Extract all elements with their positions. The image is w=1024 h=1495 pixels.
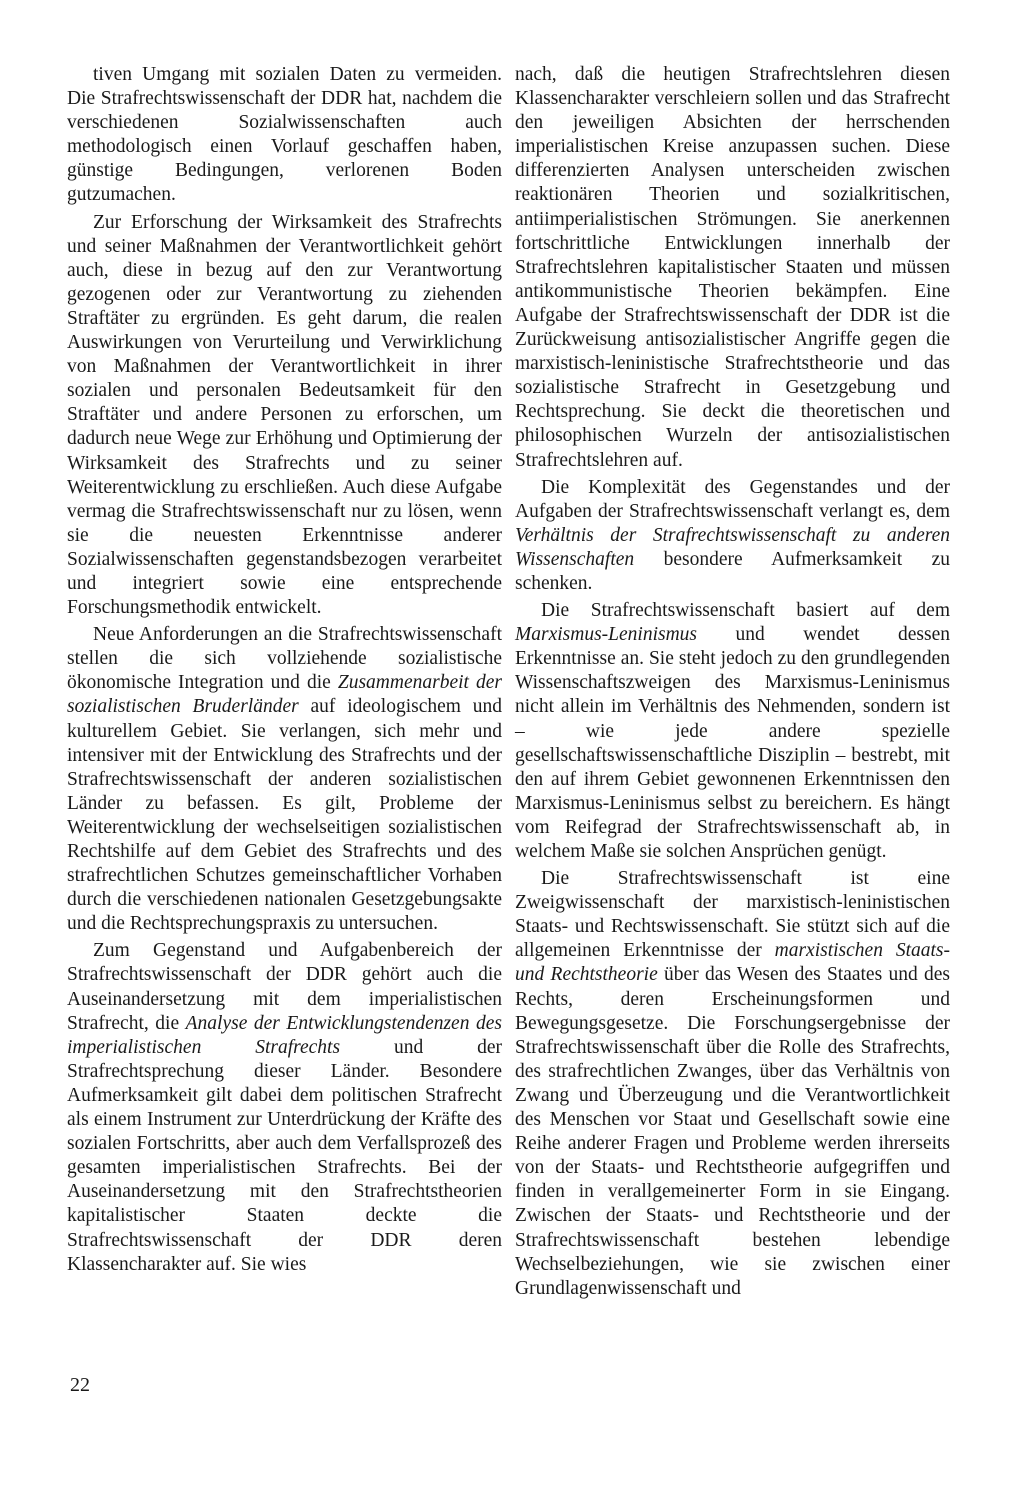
text-run: Neue Anforderungen an die Strafrechtswissenschaft stellen die sich vollziehende sozialistische ökonomische Integration und die [67,624,502,694]
paragraph [67,211,502,621]
emphasized-text: Zusammenarbeit der sozialistischen Bruderländer [67,672,502,718]
paragraph [67,939,502,1276]
emphasized-text: Analyse der Entwicklungstendenzen des imperialistischen Strafrechts [67,1012,502,1058]
text-run: auf ideologischem und kulturellem Gebiet. Sie verlangen, sich mehr und intensiver mit der Entwicklung des Strafrechts und der Strafrechtswissenschaft der anderen sozialistischen Länder zu befassen. Es gilt, Probleme der Weiterentwicklung der wechselseitigen sozialistischen Rechtshilfe auf dem Gebiet des Strafrechts und des strafrechtlichen Schutzes gemeinschaftlicher Vorhaben durch die verschiedenen nationalen Gesetzgebungsakte und die Rechtsprechungspraxis zu untersuchen. [67,696,502,935]
emphasized-text: Verhältnis der Strafrechtswissenschaft zu anderen Wissenschaften [515,524,950,570]
text-run: Die Strafrechtswissenschaft basiert auf dem [541,600,950,622]
paragraph [67,63,502,208]
text-run: Die Komplexität des Gegenstandes und der Aufgaben der Strafrechtswissenschaft verlangt es, dem [515,476,950,522]
emphasized-text: marxistischen Staats- und Rechtstheorie [515,940,951,986]
text-run: Die Strafrechtswissenschaft ist eine Zweigwissenschaft der marxistisch-leninistischen Staats- und Rechtswissenschaft. Sie stützt sich auf die allgemeinen Erkenntnisse der [515,868,950,962]
paragraph [515,63,950,473]
right-column [515,63,950,1304]
left-column [67,63,502,1280]
paragraph [515,599,950,864]
text-run: und der Strafrechtsprechung dieser Länder. Besondere Aufmerksamkeit gilt dabei dem politischen Strafrecht als einem Instrument zur Unterdrückung der Kräfte des sozialen Fortschritts, aber auch dem Verfallsprozeß des gesamten imperialistischen Strafrechts. Bei der Auseinandersetzung mit den Strafrechtstheorien kapitalistischer Staaten deckte die Strafrechtswissenschaft der DDR deren Klassencharakter auf. Sie wies [67,1036,502,1275]
text-run: und wendet dessen Erkenntnisse an. Sie steht jedoch zu den grundlegenden Wissenschaftszweigen des Marxismus-Leninismus nicht allein im Verhältnis des Nehmenden, sondern ist – wie jede andere spezielle gesellschaftswissenschaftliche Disziplin – bestrebt, mit den auf ihrem Gebiet gewonnenen Erkenntnissen den Marxismus-Leninismus selbst zu bereichern. Es hängt vom Reifegrad der Strafrechtswissenschaft ab, in welchem Maße sie solchen Ansprüchen genügt. [515,624,950,862]
text-run: nach, daß die heutigen Strafrechtslehren diesen Klassencharakter verschleiern sollen und das Strafrecht den jeweiligen Absichten der herrschenden imperialistischen Kreise anzupassen suchen. Diese differenzierten Analysen unterscheiden zwischen reaktionären Theorien und sozialkritischen, antiimperialistischen Strömungen. Sie anerkennen fortschrittliche Entwicklungen innerhalb der Strafrechtslehren kapitalistischer Staaten und müssen antikommunistische Theorien bekämpfen. Eine Aufgabe der Strafrechtswissenschaft der DDR ist die Zurückweisung antisozialistischer Angriffe gegen die marxistisch-leninistische Strafrechtstheorie und das sozialistische Strafrecht in Gesetzgebung und Rechtsprechung. Sie deckt die theoretischen und philosophischen Wurzeln der antisozialistischen Strafrechtslehren auf. [515,64,950,471]
page-number: 22 [70,1374,90,1396]
text-run: besondere Aufmerksamkeit zu schenken. [515,548,950,594]
text-run: tiven Umgang mit sozialen Daten zu vermeiden. Die Strafrechtswissenschaft der DDR hat, nachdem die verschiedenen Sozialwissenschaften auch methodologisch einen Vorlauf geschaffen haben, günstige Bedingungen, verlorenen Boden gutzumachen. [67,64,502,206]
paragraph [67,623,502,936]
text-run: Zum Gegenstand und Aufgabenbereich der Strafrechtswissenschaft der DDR gehört auch die Auseinandersetzung mit dem imperialistischen Strafrecht, die [67,940,502,1034]
text-run: Zur Erforschung der Wirksamkeit des Strafrechts und seiner Maßnahmen der Verantwortlichkeit gehört auch, diese in bezug auf den zur Verantwortung gezogenen oder zur Verantwortung zu ziehenden Straftäter zu ergründen. Es geht darum, die realen Auswirkungen von Verurteilung und Verwirklichung von Maßnahmen der Verantwortlichkeit in ihrer sozialen und personalen Bedeutsamkeit für den Straftäter und andere Personen zu erforschen, um dadurch neue Wege zur Erhöhung und Optimierung der Wirksamkeit des Strafrechts und zu seiner Weiterentwicklung zu erschließen. Auch diese Aufgabe vermag die Strafrechtswissenschaft nur zu lösen, wenn sie die neuesten Erkenntnisse anderer Sozialwissenschaften gegenstandsbezogen verarbeitet und integriert sowie eine entsprechende Forschungsmethodik entwickelt. [67,211,502,619]
paragraph [515,476,950,596]
emphasized-text: Marxismus-Leninismus [515,624,698,646]
text-run: über das Wesen des Staates und des Rechts, deren Erscheinungsformen und Bewegungsgesetze. Die Forschungsergebnisse der Strafrechtswissenschaft über die Rolle des Strafrechts, des strafrechtlichen Zwanges, über das Verhältnis von Zwang und Überzeugung und die Verantwortlichkeit des Menschen vor Staat und Gesellschaft sowie eine Reihe anderer Fragen und Probleme werden ihrerseits von der Staats- und Rechtstheorie aufgegriffen und finden in verallgemeinerter Form in sie Eingang. Zwischen der Staats- und Rechtstheorie und der Strafrechtswissenschaft bestehen lebendige Wechselbeziehungen, wie sie zwischen einer Grundlagenwissenschaft und [515,964,950,1299]
paragraph [515,867,950,1301]
